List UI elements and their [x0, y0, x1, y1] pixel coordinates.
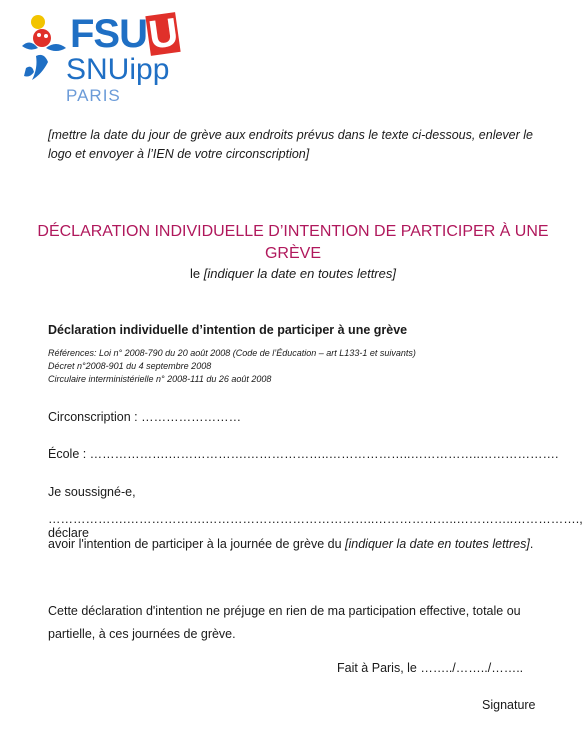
soussigne-line: Je soussigné-e, — [48, 485, 136, 499]
ecole-field: École : ……………….……………….………………..………………..……………..………………. — [48, 447, 559, 461]
document-title: DÉCLARATION INDIVIDUELLE D’INTENTION DE PARTICIPER À UNE GRÈVE — [37, 223, 549, 262]
declaration-subheading: Déclaration individuelle d’intention de participer à une grève — [48, 323, 408, 337]
date-placeholder: [indiquer la date en toutes lettres] — [203, 266, 396, 281]
intention-end: . — [529, 537, 534, 551]
disclaimer-paragraph: Cette déclaration d'intention ne préjuge en rien de ma participation effective, totale ou partielle, à ces journées de grève. — [48, 604, 521, 641]
logo-fsu-text: FSUU — [70, 10, 180, 58]
intention-date-placeholder: [indiquer la date en toutes lettres] — [345, 537, 530, 551]
signature-label: Signature — [482, 698, 536, 712]
reference-decret: Décret n°2008-901 du 4 septembre 2008 — [48, 361, 212, 371]
date-prefix: le — [190, 266, 204, 281]
logo-mascot-icon — [16, 8, 68, 98]
instructions-note: [mettre la date du jour de grève aux endroits prévus dans le texte ci-dessous, enlever le logo et envoyer à l’IEN de votre circonscription] — [48, 128, 533, 161]
logo-snuipp-text: SNUipp — [66, 53, 170, 86]
reference-loi: Références: Loi n° 2008-790 du 20 août 2008 (Code de l’Éducation – art L133-1 et suivants) — [48, 348, 416, 358]
name-dots-line: ……………….……………….…………………………………..………………..…………..……………., déclare — [48, 512, 583, 540]
logo-paris-text: PARIS — [66, 86, 121, 105]
logo-u-badge: U — [146, 10, 180, 58]
intention-text: avoir l'intention de participer à la journée de grève du — [48, 537, 346, 551]
circonscription-field: Circonscription : …………………… — [48, 410, 242, 424]
intention-paragraph — [48, 533, 548, 556]
references — [48, 347, 416, 386]
fait-a-paris-line: Fait à Paris, le ……../……../…….. — [337, 661, 524, 675]
snuipp-fsu-logo — [16, 8, 186, 108]
reference-circulaire: Circulaire interministérielle n° 2008-111 du 26 août 2008 — [48, 374, 272, 384]
date-line — [30, 266, 556, 281]
